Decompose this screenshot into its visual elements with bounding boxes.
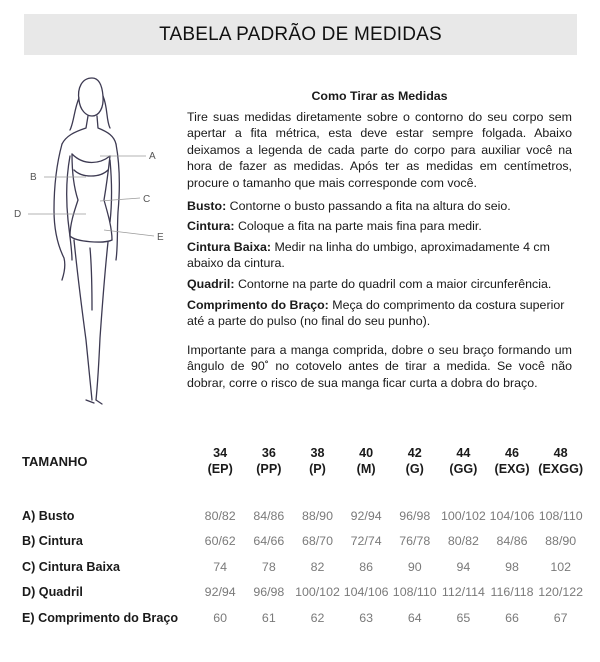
size-code: (EXG) [494, 462, 530, 476]
size-header [439, 441, 488, 481]
size-chart-table [22, 441, 585, 631]
definition-cintura-baixa [187, 239, 572, 272]
row-label: D) Quadril [22, 585, 83, 600]
figure-label-b: B [30, 172, 37, 183]
table-row [22, 503, 585, 529]
size-code: (M) [356, 462, 376, 476]
size-number: 36 [261, 446, 276, 460]
size-number: 38 [310, 446, 325, 460]
size-header [196, 441, 245, 481]
figure-label-c: C [143, 194, 151, 205]
table-row [22, 580, 585, 606]
body-figure-illustration [0, 70, 185, 410]
table-cell: 68/70 [301, 534, 333, 549]
table-cell: 88/90 [301, 508, 333, 523]
table-cell: 96/98 [399, 508, 431, 523]
table-cell: 82 [310, 559, 325, 574]
instructions-block [187, 88, 572, 392]
table-cell: 78 [261, 559, 276, 574]
table-cell: 108/110 [392, 585, 437, 600]
table-row [22, 554, 585, 580]
size-number: 44 [456, 446, 471, 460]
page-title: TABELA PADRÃO DE MEDIDAS [159, 23, 442, 45]
row-label: A) Busto [22, 508, 75, 523]
table-cell: 76/78 [399, 534, 431, 549]
table-cell: 116/118 [490, 585, 534, 600]
definition-text: Contorne o busto passando a fita na altura do seio. [226, 198, 511, 213]
table-cell: 98 [505, 559, 519, 574]
definition-quadril [187, 276, 572, 293]
table-cell: 60 [213, 610, 228, 625]
table-cell: 120/122 [538, 585, 584, 600]
table-cell: 60/62 [204, 534, 236, 549]
table-header-row [22, 441, 585, 481]
definition-comprimento-braco [187, 297, 572, 330]
table-cell: 88/90 [545, 534, 577, 549]
table-cell: 100/102 [295, 585, 340, 600]
table-cell: 102 [550, 559, 572, 574]
table-cell: 86 [359, 559, 373, 574]
table-cell: 72/74 [350, 534, 382, 549]
size-header [488, 441, 537, 481]
definition-term: Cintura Baixa: [187, 239, 271, 254]
figure-label-d: D [14, 209, 22, 220]
figure-label-a: A [149, 151, 156, 162]
table-spacer [22, 481, 585, 503]
size-number: 40 [359, 446, 374, 460]
size-number: 42 [407, 446, 422, 460]
size-code: (GG) [449, 462, 478, 476]
row-label: E) Comprimento do Braço [22, 610, 179, 625]
size-header [390, 441, 439, 481]
definition-cintura [187, 218, 572, 235]
row-label: C) Cintura Baixa [22, 559, 120, 574]
table-cell: 64 [407, 610, 422, 625]
row-label: B) Cintura [22, 534, 83, 549]
title-bar [24, 14, 577, 55]
size-number: 48 [553, 446, 568, 460]
table-cell: 74 [213, 559, 228, 574]
size-column-label: TAMANHO [22, 453, 88, 469]
size-code: (G) [405, 462, 424, 476]
definition-text: Contorne na parte do quadril com a maior circunferência. [234, 276, 552, 291]
table-cell: 66 [505, 610, 519, 625]
table-cell: 94 [456, 559, 471, 574]
definition-text: Medir na linha do umbigo, aproximadamente 4 cm abaixo da cintura. [187, 239, 550, 271]
table-cell: 108/110 [538, 508, 583, 523]
definition-term: Comprimento do Braço: [187, 297, 329, 312]
table-row [22, 529, 585, 555]
table-cell: 84/86 [496, 534, 528, 549]
howto-heading: Como Tirar as Medidas [311, 89, 448, 103]
table-cell: 96/98 [253, 585, 285, 600]
size-number: 46 [505, 446, 520, 460]
size-header [293, 441, 342, 481]
size-header [245, 441, 294, 481]
table-cell: 92/94 [204, 585, 236, 600]
definition-term: Busto: [187, 198, 227, 213]
table-cell: 112/114 [441, 585, 485, 600]
table-cell: 64/66 [253, 534, 285, 549]
definition-text: Coloque a fita na parte mais fina para medir. [234, 219, 482, 234]
table-row [22, 605, 585, 631]
table-cell: 62 [310, 610, 325, 625]
intro-paragraph: Tire suas medidas diretamente sobre o contorno do seu corpo sem apertar a fita métrica, esta deve estar sempre folgada. Abaixo deixamos a legenda de cada parte do corpo para auxiliar você na hora de fazer as medidas. Após ter as medidas em centímetros, procure o tamanho que mais corresponde com você. [187, 109, 572, 190]
sleeve-note: Importante para a manga comprida, dobre o seu braço formando um ângulo de 90˚ no cotovelo antes de tirar a medida. Se você não dobrar, corre o risco de sua manga ficar curta a dobra do braço. [187, 342, 572, 390]
size-code: (P) [309, 462, 326, 476]
table-cell: 100/102 [440, 508, 486, 523]
size-code: (PP) [256, 462, 282, 476]
table-cell: 104/106 [489, 508, 535, 523]
size-code: (EP) [207, 462, 233, 476]
table-cell: 63 [359, 610, 373, 625]
table-cell: 61 [261, 610, 276, 625]
table-cell: 67 [553, 610, 568, 625]
definition-text: Meça do comprimento da costura superior até a parte do pulso (no final do seu punho). [187, 297, 565, 329]
table-cell: 84/86 [253, 508, 285, 523]
size-code: (EXGG) [538, 462, 584, 476]
table-cell: 90 [407, 559, 422, 574]
definition-busto [187, 198, 572, 215]
table-cell: 104/106 [343, 585, 389, 600]
table-cell: 92/94 [350, 508, 382, 523]
definition-term: Quadril: [187, 276, 235, 291]
table-cell: 65 [456, 610, 471, 625]
size-header [536, 441, 585, 481]
definition-term: Cintura: [187, 219, 235, 234]
size-header [342, 441, 391, 481]
table-cell: 80/82 [204, 508, 236, 523]
table-cell: 80/82 [447, 534, 479, 549]
figure-label-e: E [157, 232, 164, 243]
size-number: 34 [213, 446, 228, 460]
